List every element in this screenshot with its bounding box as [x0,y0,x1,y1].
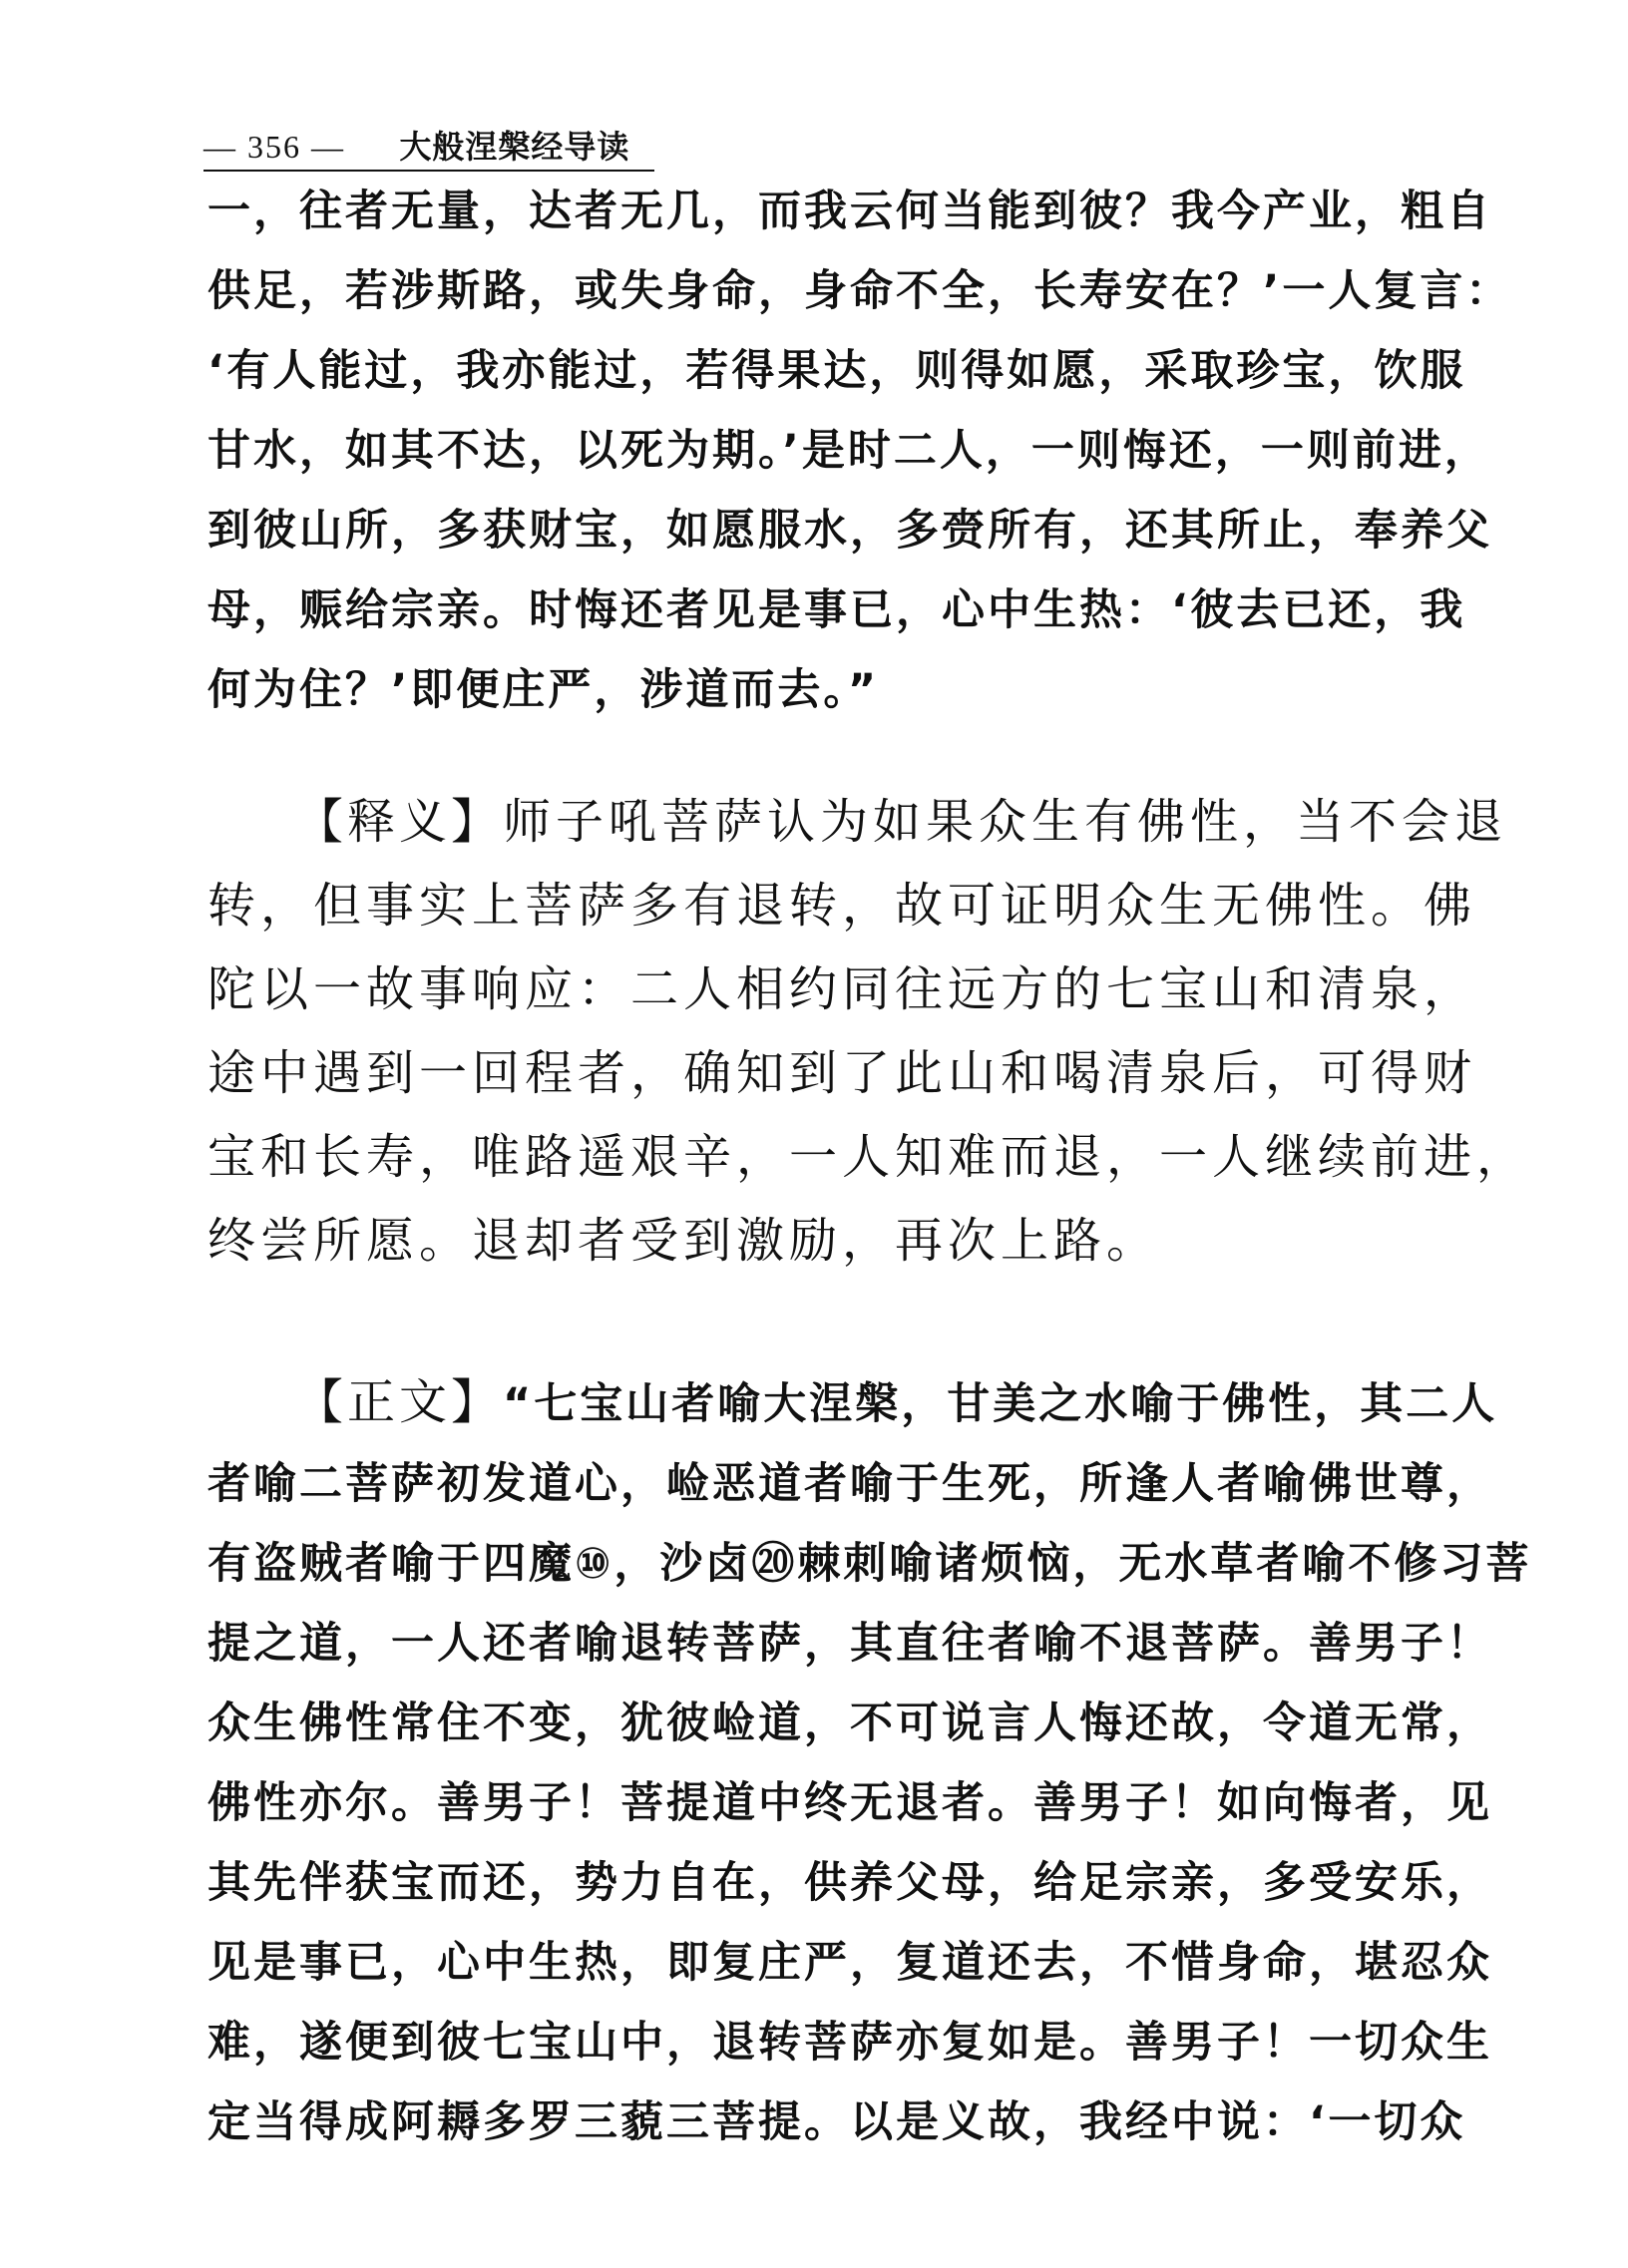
main-text-first-line [207,1362,1498,1444]
main-text-line: 定当得成阿耨多罗三藐三菩提。以是义故，我经中说：‘一切众 [207,2097,1466,2147]
main-text-line: 佛性亦尔。善男子！菩提道中终无退者。善男子！如向悔者，见 [207,1778,1492,1828]
main-text-line: 难，遂便到彼七宝山中，退转菩萨亦复如是。善男子！一切众生 [207,2018,1492,2068]
interpretation-paragraph [207,780,1530,1283]
main-text-label: 【正文】 [295,1374,504,1430]
main-text-line: 见是事已，心中生热，即复庄严，复道还去，不惜身命，堪忍众 [207,1938,1492,1988]
interpretation-label: 【释义】 [295,794,504,850]
interpretation-line: 转，但事实上菩萨多有退转，故可证明众生无佛性。佛 [207,878,1477,934]
quote-line: ‘有人能过，我亦能过，若得果达，则得如愿，采取珍宝，饮服 [207,346,1466,396]
main-text-line: 众生佛性常住不变，犹彼崄道，不可说言人悔还故，令道无常， [207,1699,1492,1748]
quoted-scripture-continuation [207,172,1512,730]
quote-line: 到彼山所，多获财宝，如愿服水，多赍所有，还其所止，奉养父 [207,506,1492,556]
quote-line: 甘水，如其不达，以死为期。’是时二人，一则悔还，一则前进， [207,426,1490,476]
main-text-line: “七宝山者喻大涅槃，甘美之水喻于佛性，其二人 [503,1379,1498,1429]
interpretation-line: 陀以一故事响应：二人相约同往远方的七宝山和清泉， [207,961,1477,1017]
book-title: 大般涅槃经导读 [399,128,630,166]
interpretation-line: 途中遇到一回程者，确知到了此山和喝清泉后，可得财 [207,1045,1477,1101]
interpretation-line: 终尝所愿。退却者受到激励，再次上路。 [207,1213,1160,1269]
main-text-line: 有盗贼者喻于四魔⑩，沙卤⑳棘刺喻诸烦恼，无水草者喻不修习菩 [207,1539,1532,1589]
main-text-line: 提之道，一人还者喻退转菩萨，其直往者喻不退菩萨。善男子！ [207,1619,1492,1669]
quote-line: 何为住？’即便庄严，涉道而去。” [207,665,880,715]
interpretation-line: 师子吼菩萨认为如果众生有佛性，当不会退 [503,794,1508,850]
interpretation-line: 宝和长寿，唯路遥艰辛，一人知难而退，一人继续前进， [207,1129,1530,1185]
main-text-paragraph [207,1362,1532,2162]
quote-line: 母，赈给宗亲。时悔还者见是事已，心中生热：‘彼去已还，我 [207,585,1466,635]
main-text-line: 者喻二菩萨初发道心，崄恶道者喻于生死，所逢人者喻佛世尊， [207,1459,1492,1509]
main-text-line: 其先伴获宝而还，势力自在，供养父母，给足宗亲，多受安乐， [207,1858,1492,1908]
running-header [204,122,629,168]
quote-line: 供足，若涉斯路，或失身命，身命不全，长寿安在？’一人复言： [207,266,1512,316]
quote-line: 一，往者无量，达者无几，而我云何当能到彼？我今产业，粗自 [207,187,1492,236]
page-number: — 356 — [204,129,345,165]
interpretation-first-line [207,780,1508,864]
